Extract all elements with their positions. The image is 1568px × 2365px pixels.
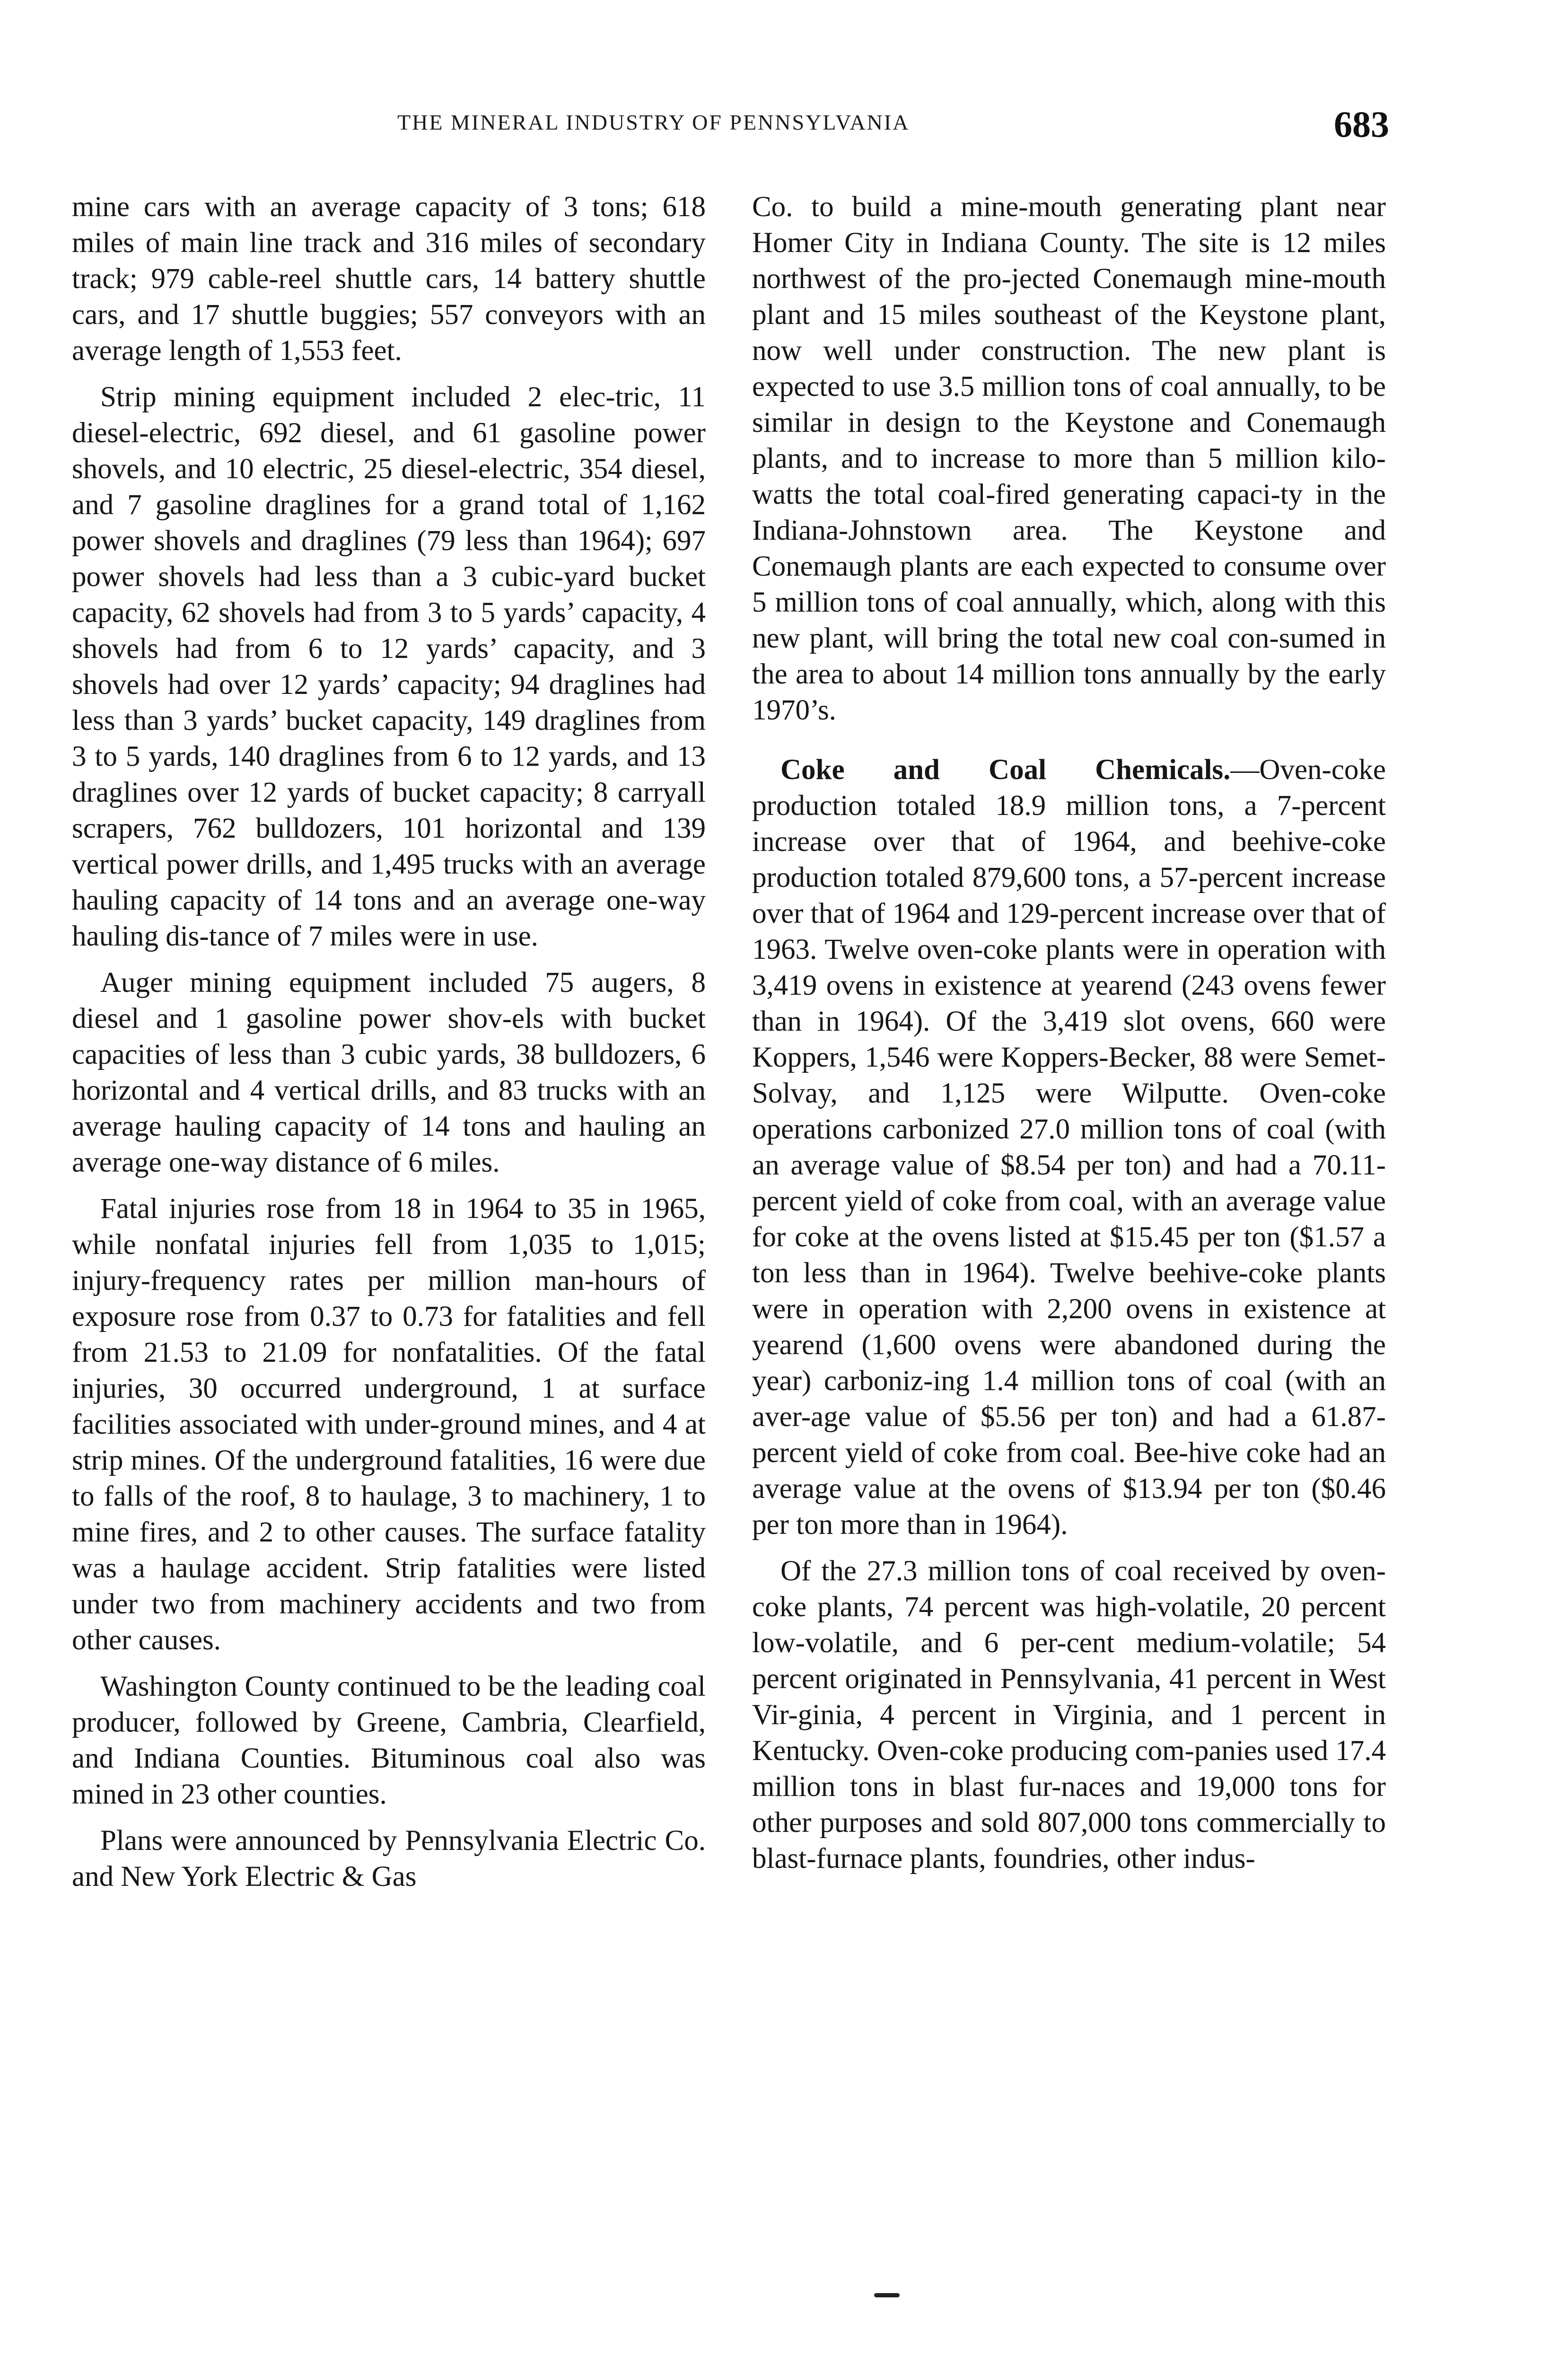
left-column <box>72 189 706 1905</box>
paragraph: Fatal injuries rose from 18 in 1964 to 35 in 1965, while nonfatal injuries fell from 1,035 to 1,015; injury-frequency rates per million man-hours of exposure rose from 0.37 to 0.73 for fatalities and fell from 21.53 to 21.09 for nonfatalities. Of the fatal injuries, 30 occurred underground, 1 at surface facilities associated with under-ground mines, and 4 at strip mines. Of the underground fatalities, 16 were due to falls of the roof, 8 to haulage, 3 to machinery, 1 to mine fires, and 2 to other causes. The surface fatality was a haulage accident. Strip fatalities were listed under two from machinery accidents and two from other causes. <box>72 1193 706 1656</box>
section-text: —Oven-coke production totaled 18.9 million tons, a 7-percent increase over that of 1964, and beehive-coke production totaled 879,600 tons, a 57-percent increase over that of 1964 and 129-percent increase over that of 1963. Twelve oven-coke plants were in operation with 3,419 ovens in existence at yearend (243 ovens fewer than in 1964). Of the 3,419 slot ovens, 660 were Koppers, 1,546 were Koppers-Becker, 88 were Semet-Solvay, and 1,125 were Wilputte. Oven-coke operations carbonized 27.0 million tons of coal (with an average value of $8.54 per ton) and had a 70.11-percent yield of coke from coal, with an average value for coke at the ovens listed at $15.45 per ton ($1.57 a ton less than in 1964). Twelve beehive-coke plants were in operation with 2,200 ovens in existence at yearend (1,600 ovens were abandoned during the year) carboniz-ing 1.4 million tons of coal (with an aver-age value of $5.56 per ton) and had a 61.87-percent yield of coke from coal. Bee-hive coke had an average value at the ovens of $13.94 per ton ($0.46 per ton more than in 1964). <box>752 754 1386 1541</box>
paragraph: mine cars with an average capacity of 3 tons; 618 miles of main line track and 316 miles of secondary track; 979 cable-reel shuttle cars, 14 battery shuttle cars, and 17 shuttle buggies; 557 conveyors with an average length of 1,553 feet. <box>72 191 706 367</box>
section-paragraph <box>752 752 1386 1543</box>
right-column <box>752 189 1386 1887</box>
paragraph: Washington County continued to be the leading coal producer, followed by Greene, Cambria, Clearfield, and Indiana Counties. Bituminous coal also was mined in 23 other counties. <box>72 1671 706 1810</box>
paragraph: Co. to build a mine-mouth generating plant near Homer City in Indiana County. The site is 12 miles northwest of the pro-jected Conemaugh mine-mouth plant and 15 miles southeast of the Keystone plant, now well under construction. The new plant is expected to use 3.5 million tons of coal annually, to be similar in design to the Keystone and Conemaugh plants, and to increase to more than 5 million kilo-watts the total coal-fired generating capaci-ty in the Indiana-Johnstown area. The Keystone and Conemaugh plants are each expected to consume over 5 million tons of coal annually, which, along with this new plant, will bring the total new coal con-sumed in the area to about 14 million tons annually by the early 1970’s. <box>752 191 1386 726</box>
paragraph: Plans were announced by Pennsylvania Electric Co. and New York Electric & Gas <box>72 1825 706 1892</box>
paragraph: Of the 27.3 million tons of coal received by oven-coke plants, 74 percent was high-volatile, 20 percent low-volatile, and 6 per-cent medium-volatile; 54 percent originated in Pennsylvania, 41 percent in West Vir-ginia, 4 percent in Virginia, and 1 percent in Kentucky. Oven-coke producing com-panies used 17.4 million tons in blast fur-naces and 19,000 tons for other purposes and sold 807,000 tons commercially to blast-furnace plants, foundries, other indus- <box>752 1555 1386 1874</box>
paragraph: Auger mining equipment included 75 augers, 8 diesel and 1 gasoline power shov-els with bucket capacities of less than 3 cubic yards, 38 bulldozers, 6 horizontal and 4 vertical drills, and 83 trucks with an average hauling capacity of 14 tons and hauling an average one-way distance of 6 miles. <box>72 967 706 1178</box>
page-mark <box>874 2293 900 2297</box>
paragraph: Strip mining equipment included 2 elec-tric, 11 diesel-electric, 692 diesel, and 61 gasoline power shovels, and 10 electric, 25 diesel-electric, 354 diesel, and 7 gasoline draglines for a grand total of 1,162 power shovels and draglines (79 less than 1964); 697 power shovels had less than a 3 cubic-yard bucket capacity, 62 shovels had from 3 to 5 yards’ capacity, 4 shovels had from 6 to 12 yards’ capacity, and 3 shovels had over 12 yards’ capacity; 94 draglines had less than 3 yards’ bucket capacity, 149 draglines from 3 to 5 yards, 140 draglines from 6 to 12 yards, and 13 draglines over 12 yards of bucket capacity; 8 carryall scrapers, 762 bulldozers, 101 horizontal and 139 vertical power drills, and 1,495 trucks with an average hauling capacity of 14 tons and an average one-way hauling dis-tance of 7 miles were in use. <box>72 381 706 952</box>
section-heading: Coke and Coal Chemicals. <box>780 754 1231 786</box>
running-title: THE MINERAL INDUSTRY OF PENNSYLVANIA <box>397 110 910 134</box>
page-number: 683 <box>1334 104 1389 145</box>
